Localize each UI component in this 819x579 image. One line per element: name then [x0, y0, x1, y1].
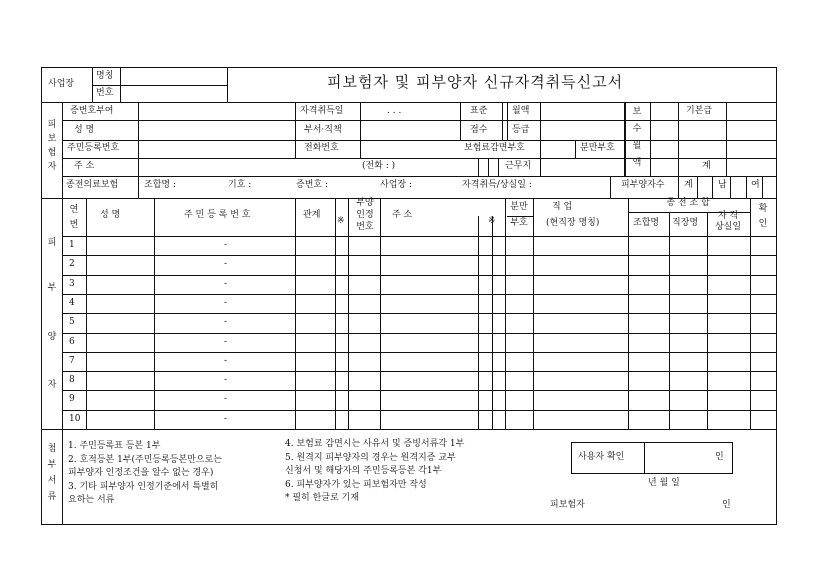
std-label: 표준 — [470, 106, 488, 116]
grade-label: 등급 — [512, 125, 530, 135]
workplace2-label: 사업장 : — [380, 180, 412, 190]
dependent-resident-dash: - — [224, 355, 228, 366]
workplace-label: 사업장 — [48, 79, 75, 89]
attach-note-9: 6. 피부양자가 있는 피보험자만 작성 — [285, 479, 427, 490]
phone-paren: (전화 : ) — [362, 161, 396, 171]
col-dep-no-2: 인정 — [356, 210, 374, 220]
col-loss-2: 상실일 — [714, 222, 742, 232]
col-director: 직장명 — [672, 218, 699, 228]
cert-no-label: 증번호 : — [296, 180, 328, 190]
dependent-resident-dash: - — [224, 240, 228, 250]
insured-resident-label: 주민등록번호 — [67, 143, 120, 153]
col-confirm-1: 확 — [758, 204, 768, 214]
attach-label-1: 첨 — [47, 444, 57, 454]
total-label: 계 — [702, 161, 711, 171]
union-name-label: 조합명 : — [144, 180, 176, 190]
insurance-qualification-form — [41, 67, 777, 525]
date-label: 년 월 일 — [648, 478, 680, 488]
attach-note-4: 3. 기타 피부양자 인정기준에서 특별히 — [68, 481, 219, 492]
col-address: 주 소 — [392, 210, 413, 220]
pay-label-1: 보 — [632, 107, 642, 117]
col-confirm-2: 인 — [758, 219, 768, 229]
pay-label-3: 월 — [632, 141, 642, 151]
insured-section-label-1: 피 — [47, 120, 57, 130]
dependent-row-number: 7 — [69, 355, 75, 366]
attach-note-6: 4. 보험료 감면시는 사유서 및 증빙서류각 1부 — [285, 439, 465, 449]
dependent-row-number: 3 — [69, 278, 75, 289]
dependent-row-number: 5 — [69, 317, 75, 328]
score-label: 점수 — [470, 125, 488, 135]
pay-label-2: 수 — [632, 124, 642, 134]
col-mark: ※ — [337, 216, 345, 226]
dep-section-label-3: 양 — [47, 332, 57, 342]
col-job: 직 업 — [552, 202, 573, 212]
col-dep-no-3: 번호 — [356, 222, 374, 232]
col-union-name: 조합명 — [633, 218, 660, 228]
insured-name-label: 성 명 — [74, 125, 95, 135]
col-name: 성 명 — [100, 210, 121, 220]
attach-note-10: * 필히 한글로 기재 — [285, 493, 359, 503]
dependent-resident-dash: - — [224, 278, 228, 289]
dependent-row-divider — [62, 313, 776, 314]
female-label: 여 — [751, 180, 760, 190]
col-mark2: ※ — [488, 216, 496, 226]
form-title: 피보험자 및 피부양자 신규자격취득신고서 — [327, 73, 624, 91]
attach-label-3: 서 — [47, 476, 57, 486]
insured-section-label-2: 보 — [47, 134, 57, 144]
name-label: 명칭 — [96, 71, 114, 81]
insured-sign-label: 피보험자 — [550, 500, 585, 510]
attach-label-4: 류 — [47, 492, 57, 502]
col-branch-2: 부호 — [510, 218, 528, 228]
attach-note-8: 신청서 및 해당자의 주민등록등본 각1부 — [285, 466, 442, 476]
branch-label: 분만부호 — [580, 143, 615, 153]
qual-date-value: . . . — [387, 106, 402, 116]
attach-note-1: 1. 주민등록표 등본 1부 — [68, 441, 161, 451]
attach-note-2: 2. 호적등본 1부(주민등록등본만으로는 — [68, 454, 222, 465]
dependent-row-number: 6 — [69, 336, 75, 347]
dependent-row-divider — [62, 294, 776, 295]
dependent-row-divider — [62, 352, 776, 353]
insured-section-label-3: 험 — [47, 148, 57, 158]
dependent-row-divider — [62, 371, 776, 372]
dependent-row-number: 10 — [69, 413, 81, 424]
employer-seal: 인 — [715, 452, 724, 462]
dependent-resident-dash: - — [224, 259, 228, 270]
dependent-row-divider — [62, 390, 776, 391]
dep-section-label-1: 피 — [47, 238, 57, 248]
attach-left-notes — [68, 440, 222, 508]
qual-change-label: 자격취득/상실일 : — [462, 180, 532, 190]
dependent-row-divider — [62, 333, 776, 334]
workplace-label-2: 근무지 — [505, 161, 532, 171]
dept-label: 부서·직책 — [304, 125, 342, 135]
code-label: 기호 : — [228, 180, 252, 190]
col-job-sub: (현직장 명칭) — [546, 218, 600, 228]
qual-date-label: 자격취득일 — [300, 106, 344, 116]
dependent-resident-dash: - — [224, 336, 228, 347]
phone-label: 전화번호 — [304, 143, 339, 153]
col-no-2: 번 — [69, 220, 79, 230]
reduce-label: 보험료감면부호 — [464, 143, 525, 153]
col-branch-1: 분만 — [510, 202, 528, 212]
prev-insurance-label: 종전의료보험 — [66, 180, 119, 190]
base-pay-label: 기본급 — [686, 106, 713, 116]
male-label: 남 — [718, 180, 727, 190]
dependent-resident-dash: - — [224, 413, 228, 424]
dep-section-label-2: 부 — [47, 283, 57, 293]
dependents-count-label: 피부양자수 — [621, 180, 665, 190]
dependent-resident-dash: - — [224, 297, 228, 308]
number-label: 번호 — [96, 88, 114, 98]
employer-confirm-label: 사용자 확인 — [578, 452, 625, 462]
col-relation: 관계 — [303, 210, 321, 220]
insured-seal: 인 — [722, 500, 731, 510]
col-resident: 주 민 등 록 번 호 — [184, 210, 251, 220]
dependent-row-number: 8 — [69, 375, 75, 386]
dependent-resident-dash: - — [224, 394, 228, 405]
dependent-row-number: 2 — [69, 259, 75, 270]
issue-label: 증번호부여 — [70, 106, 114, 116]
monthly-label: 월액 — [512, 106, 530, 116]
dependent-row-divider — [62, 255, 776, 256]
dependent-row-divider — [62, 275, 776, 276]
dependent-row-number: 4 — [69, 297, 75, 308]
col-no-1: 연 — [69, 205, 79, 215]
dependent-row-number: 9 — [69, 394, 75, 405]
dependent-row-number: 1 — [69, 240, 75, 250]
dep-section-label-4: 자 — [47, 380, 57, 390]
col-prev-union: 종 전 조 합 — [666, 198, 710, 208]
insured-address-label: 주 소 — [74, 161, 95, 171]
dependent-resident-dash: - — [224, 375, 228, 386]
attach-note-5: 요하는 서류 — [68, 495, 115, 505]
attach-note-3: 피부양자 인정조건을 알수 없는 경우) — [68, 468, 214, 478]
col-loss-1: 자 격 — [717, 211, 739, 221]
attach-note-7: 5. 원격지 피부양자의 경우는 원격지증 교부 — [285, 452, 456, 463]
insured-section-label-4: 자 — [47, 162, 57, 172]
pay-label-4: 액 — [632, 158, 642, 168]
dependent-row-divider — [62, 410, 776, 411]
attach-label-2: 부 — [47, 460, 57, 470]
dependent-resident-dash: - — [224, 317, 228, 328]
col-dep-no-1: 부양 — [356, 198, 374, 208]
attach-middle-notes — [285, 438, 464, 506]
count-total-label: 계 — [684, 180, 693, 190]
